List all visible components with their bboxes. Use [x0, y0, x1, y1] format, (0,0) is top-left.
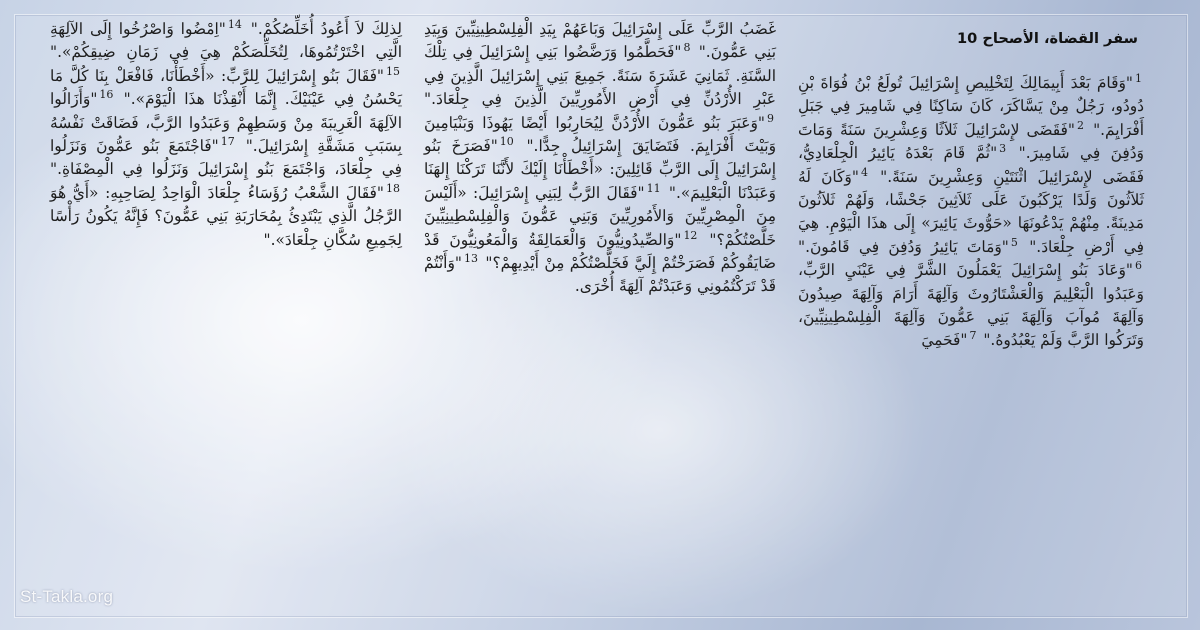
verse-text: "فَاجْتَمَعَ بَنُو عَمُّونَ وَنَزَلُوا فِي جِلْعَادَ، وَاجْتَمَعَ بَنُو إِسْرَائِيلَ وَنَزَلُوا فِي الْمِصْفَاةِ." — [50, 137, 402, 179]
verse-number: 9 — [767, 111, 774, 125]
verse-number: 4 — [860, 165, 868, 179]
text-column-3 — [50, 18, 402, 252]
verse-number: 12 — [683, 228, 698, 242]
verse-text: "ثُمَّ قَامَ بَعْدَهُ يَائِيرُ الْجِلْعَادِيُّ، فَقَضَى لإِسْرَائِيلَ اثْنَتَيْنِ وَعِشْرِينَ سَنَةً." — [798, 144, 1144, 186]
verse-text: "فَقَالَ الشَّعْبُ رُؤَسَاءُ جِلْعَادَ الْوَاحِدُ لِصَاحِبِهِ: «أَيُّ هُوَ الرَّجُلُ الَّذِي يَبْتَدِئُ بِمُحَارَبَةِ بَنِي عَمُّونَ؟ فَإِنَّهُ يَكُونُ رَأْسًا لِجَمِيعِ سُكَّانِ جِلْعَادَ»." — [50, 183, 402, 249]
verse — [50, 181, 402, 249]
chapter-heading: سفر القضاة، الأصحاح 10 — [957, 30, 1138, 47]
verse-text: "فَقَالَ بَنُو إِسْرَائِيلَ لِلرَّبِّ: «أَخْطَأْنَا، فَافْعَلْ بِنَا كُلَّ مَا يَحْسُنُ فِي عَيْنَيْكَ. إِنَّمَا أَنْقِذْنَا هذَا الْيَوْمَ»." — [50, 66, 402, 109]
verse-number: 5 — [1010, 235, 1018, 249]
verse-list — [50, 18, 402, 252]
verse-text: "فَصَرَخَ بَنُو إِسْرَائِيلَ إِلَى الرَّبِّ قَائِلِينَ: «أَخْطَأْنَا إِلَيْكَ لأَنَّنَا تَرَكْنَا إِلهَنَا وَعَبَدْنَا الْبَعْلِيمَ»." — [424, 137, 776, 202]
verse-number: 2 — [1076, 118, 1084, 132]
verse-text: "وَقَامَ بَعْدَ أَبِيمَالِكَ لِتَخْلِيصِ إِسْرَائِيلَ تُولَعُ بْنُ فُوَاةَ بْنِ دُودُو، رَجُلٌ مِنْ يَسَّاكَرَ، كَانَ سَاكِنًا فِي شَامِيرَ فِي جَبَلِ أَفْرَايِمَ." — [798, 74, 1144, 139]
verse — [251, 20, 402, 38]
verse-number: 11 — [646, 181, 661, 195]
verse — [798, 235, 1020, 256]
text-column-2 — [424, 18, 776, 299]
verse-text: "وَعَبَرَ بَنُو عَمُّونَ الأُرْدُنَّ لِيُحَارِبُوا أَيْضًا يَهُوذَا وَبَنْيَامِينَ وَبَيْتَ أَفْرَايِمَ. فَتَضَايَقَ إِسْرَائِيلُ جِدًّا." — [424, 113, 776, 156]
verse-text: "فَحَمِيَ — [921, 331, 968, 350]
verse-list — [424, 18, 776, 299]
verse-text: "فَقَضَى لإِسْرَائِيلَ ثَلاَثًا وَعِشْرِينَ سَنَةً وَمَاتَ وَدُفِنَ فِي شَامِيرَ." — [798, 120, 1144, 163]
verse-number: 7 — [969, 329, 977, 343]
verse — [921, 331, 978, 349]
verse-number: 6 — [1135, 259, 1142, 273]
verse-text: "وَأَزَالُوا الآلِهَةَ الْغَرِيبَةَ مِنْ وَسَطِهِمْ وَعَبَدُوا الرَّبَّ، فَضَاقَتْ نَفْسُهُ بِسَبَبِ مَشَقَّةِ إِسْرَائِيلَ." — [50, 90, 402, 156]
verse-number: 17 — [220, 134, 235, 148]
verse-number: 16 — [99, 88, 114, 102]
text-column-1 — [798, 20, 1144, 353]
verse-text: "اِمْضُوا وَاصْرُخُوا إِلَى الآلِهَةِ الَّتِي اخْتَرْتُمُوهَا، لِتُخَلِّصَكُمْ هِيَ فِي زَمَانِ ضِيقِكُمْ»." — [50, 20, 402, 62]
verse-number: 14 — [227, 17, 242, 31]
verse-text: "وَأَنْتُمْ قَدْ تَرَكْتُمُونِي وَعَبَدْتُمْ آلِهَةً أُخْرَى. — [424, 254, 776, 296]
verse-number: 10 — [499, 134, 514, 148]
verse-number: 13 — [463, 251, 478, 265]
verse-text: "وَعَادَ بَنُو إِسْرَائِيلَ يَعْمَلُونَ الشَّرَّ فِي عَيْنَيِ الرَّبِّ، وَعَبَدُوا الْبَعْلِيمَ وَالْعَشْتَارُوثَ وَآلِهَةَ أَرَامَ وَآلِهَةَ صِيدُونَ وَآلِهَةَ مُوآبَ وَآلِهَةَ بَنِي عَمُّونَ وَآلِهَةَ الْفِلِسْطِينِيِّينَ، وَتَرَكُوا الرَّبَّ وَلَمْ يَعْبُدُوهُ." — [798, 261, 1144, 350]
site-watermark: St-Takla.org — [20, 587, 114, 606]
verse-number: 1 — [1135, 71, 1142, 85]
verse-text: "فَقَالَ الرَّبُّ لِبَنِي إِسْرَائِيلَ: «أَلَيْسَ مِنَ الْمِصْرِيِّينَ وَالأَمُورِيِّينَ وَبَنِي عَمُّونَ وَالْفِلِسْطِينِيِّينَ خَلَّصْتُكُمْ؟" — [424, 183, 776, 249]
verse-number: 15 — [386, 64, 400, 78]
verse-list — [798, 72, 1144, 353]
verse-text: لِذلِكَ لاَ أَعُودُ أُخَلِّصُكُمْ." — [250, 20, 402, 38]
verse-number: 3 — [999, 142, 1007, 156]
verse-text: "وَكَانَ لَهُ ثَلاَثُونَ وَلَدًا يَرْكَبُونَ عَلَى ثَلاَثِينَ جَحْشًا، وَلَهُمْ ثَلاَثُونَ مَدِينَةً. مِنْهُمْ يَدْعُونَهَا «حَوُّوثَ يَائِيرَ» إِلَى هذَا الْيَوْمِ. هِيَ فِي أَرْضِ جِلْعَادَ." — [798, 167, 1144, 256]
verse-text: "وَالصِّيدُونِيُّونَ وَالْعَمَالِقَةُ وَالْمَعُونِيُّونَ قَدْ ضَايَقُوكُمْ فَصَرَخْتُمْ إِلَيَّ فَخَلَّصْتُكُمْ مِنْ أَيْدِيهِمْ؟" — [424, 230, 776, 273]
verse-text: "وَمَاتَ يَائِيرُ وَدُفِنَ فِي قَامُونَ." — [798, 237, 1009, 256]
verse-number: 8 — [683, 41, 691, 55]
verse-number: 18 — [386, 181, 400, 195]
verse-text: "فَحَطَّمُوا وَرَضَّضُوا بَنِي إِسْرَائِيلَ فِي تِلْكَ السَّنَةِ. ثَمَانِيَ عَشَرَةَ سَنَةً. جَمِيعَ بَنِي إِسْرَائِيلَ الَّذِينَ فِي عَبْرِ الأُرْدُنِّ فِي أَرْضِ الأَمُورِيِّينَ الَّذِينَ فِي جِلْعَادَ." — [424, 43, 776, 109]
verse-text: غَضَبُ الرَّبِّ عَلَى إِسْرَائِيلَ وَبَاعَهُمْ بِيَدِ الْفِلِسْطِينِيِّينَ وَبِيَدِ بَنِي عَمُّونَ." — [424, 20, 776, 62]
